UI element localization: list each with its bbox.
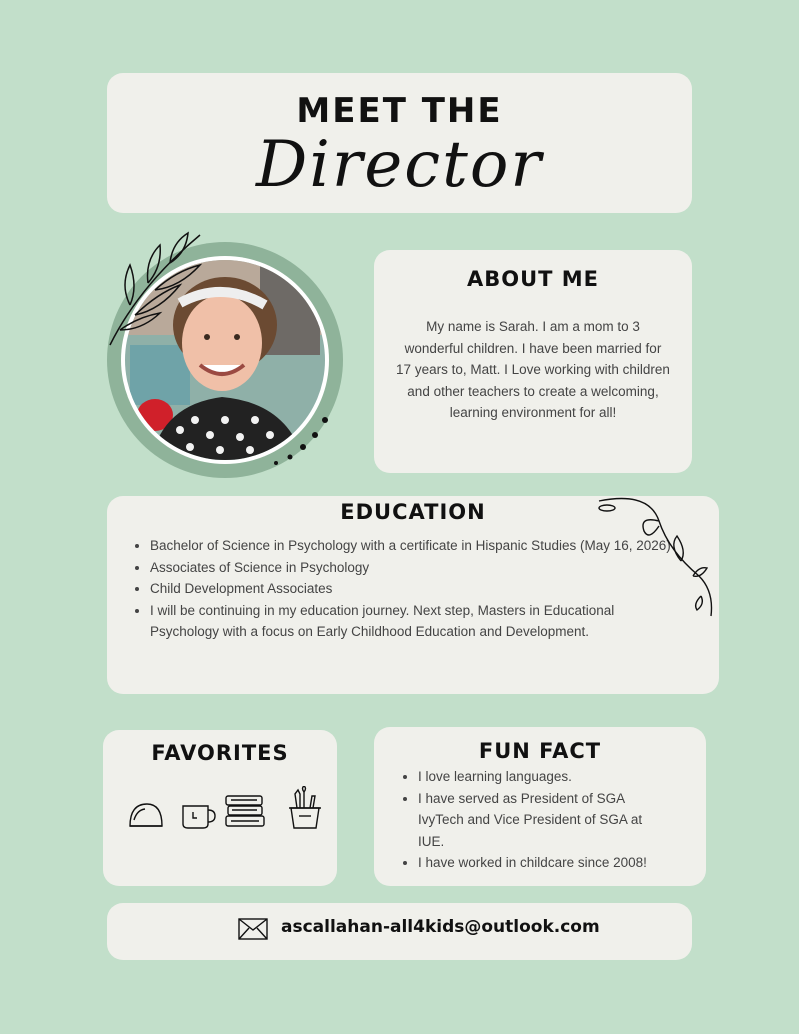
list-item: • I love learning languages. [418,766,668,788]
education-card [107,496,719,694]
art-supplies-icon [285,786,325,832]
list-item: • I will be continuing in my education journey. Next step, Masters in Educational Psychology with a focus on Early Childhood Education and Development. [150,600,675,643]
header-card [107,73,692,213]
favorites-card [103,730,337,886]
coffee-mug-icon [179,798,217,832]
email-link[interactable]: ascallahan-all4kids@outlook.com [281,917,600,937]
favorites-title: FAVORITES [151,741,289,765]
contact-card [107,903,692,960]
about-title: ABOUT ME [466,267,600,291]
fun-fact-card [374,727,706,886]
list-item: • I have served as President of SGA IvyTech and Vice President of SGA at IUE. [418,788,668,853]
header-title: MEET THE [296,91,503,131]
swirl-decoration-icon [589,496,719,621]
list-item: • I have worked in childcare since 2008! [418,852,668,874]
about-card [374,250,692,473]
favorites-icons [127,792,327,834]
fun-fact-list [398,766,668,874]
fun-fact-title: FUN FACT [478,739,602,763]
education-title: EDUCATION [340,500,486,524]
taco-icon [127,798,165,832]
list-item: • Bachelor of Science in Psychology with a certificate in Hispanic Studies (May 16, 2026) [150,535,675,557]
header-subtitle: Director [256,128,543,202]
list-item: • Child Development Associates [150,578,675,600]
profile-photo-group [100,225,360,485]
books-icon [223,792,267,832]
profile-photo [100,225,360,485]
list-item: • Associates of Science in Psychology [150,557,675,579]
about-text: My name is Sarah. I am a mom to 3 wonderful children. I have been married for 17 years to, Matt. I Love working with children and other teachers to create a welcoming, learning environment for all! [396,319,670,420]
envelope-icon [238,918,268,940]
